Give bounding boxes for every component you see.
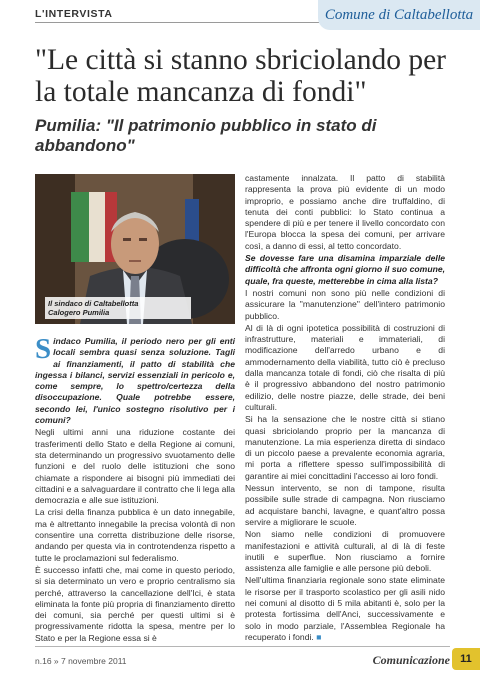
section-label: L'INTERVISTA xyxy=(35,8,113,20)
article-subheadline: Pumilia: "Il patrimonio pubblico in stato di abbandono" xyxy=(35,116,377,155)
article-column-left xyxy=(35,333,235,645)
page-number: 11 xyxy=(452,648,480,670)
caption-line-1: Il sindaco di Caltabellotta xyxy=(48,299,139,308)
body-paragraph: Si ha la sensazione che le nostre città si stiano quasi sbriciolando proprio per la mancanza di manutenzione. La mia esperienza diretta di sindaco di un piccolo paese a prevalente economia agraria, mi porta a riflettere spesso sull'impossibilità di garantire ai miei concittadini l'accesso ai loro fondi. xyxy=(245,414,445,481)
drop-cap: S xyxy=(35,333,52,365)
interview-question-2: Se dovesse fare una disamina imparziale delle difficoltà che affronta ogni giorno il suo comune, quale, fra queste, metterebbe in cima alla lista? xyxy=(245,253,445,286)
interview-question-1 xyxy=(35,333,235,426)
section-divider xyxy=(35,22,325,23)
final-paragraph-text: Nell'ultima finanziaria regionale sono state eliminate le risorse per il trasporto scolastico per gli asili nido nei comuni al disotto di 5 mila abitanti è, solo per la protesta fortissima dell'Anci, successivamente e solo in modo parziale, l'Assemblea Regionale ha recuperato i fondi. xyxy=(245,575,445,642)
body-paragraph: Negli ultimi anni una riduzione costante dei trasferimenti dello Stato e della Regione ai comuni, sta determinando un progressivo svuotamento delle funzioni e del ruolo delle istituzioni che sono chiamate a rispondere ai bisogni più immediati dei cittadini e a salvaguardare il contratto che li lega alla democrazia e alle sue istituzioni. xyxy=(35,427,235,506)
photo-caption xyxy=(45,297,191,319)
end-mark-icon: ■ xyxy=(316,631,322,642)
body-paragraph: La crisi della finanza pubblica è un dato innegabile, ma è altrettanto innegabile la precisa volontà di non consentire una corretta distribuzione delle risorse, andando per questa via in controtendenza rispetto a tutte le proclamazioni sul federalismo. xyxy=(35,507,235,563)
body-paragraph: Non siamo nelle condizioni di promuovere manifestazioni e attività culturali, al di là di feste inutili e superflue. Non riusciamo a fornire assistenza alle famiglie e alle persone più deboli. xyxy=(245,529,445,574)
mayor-photo xyxy=(35,174,235,324)
body-paragraph: È successo infatti che, mai come in questo periodo, si sia determinato un vero e proprio centralismo sia perché, attraverso la cancellazione dell'Ici, è stata eliminata la fonte più propria di finanziamento diretto dei comuni, sia perché per questi ultimi si è progressivamente ridotta la spesa, mentre per lo Stato e per la Regione essa si è xyxy=(35,564,235,643)
publication-name: Comunicazione xyxy=(372,653,450,667)
footer-divider xyxy=(35,646,450,647)
question-1-text: indaco Pumilia, il periodo nero per gli enti locali sembra quasi senza soluzione. Tagli ai finanziamenti, il patto di stabilità che ingessa i bilanci, servizi essenziali in pericolo e, come sempre, lo spettro/certezza della disoccupazione. Quale potrebbe essere, secondo lei, l'unico sostegno risolutivo per i comuni? xyxy=(35,336,235,426)
issue-info: n.16 » 7 novembre 2011 xyxy=(35,656,127,666)
body-paragraph: Nessun intervento, se non di tampone, risulta possibile sulle strade di campagna. Non riusciamo ad acquistare banchi, lavagne, e quant'altro possa servire a migliorare le scuole. xyxy=(245,483,445,527)
article-headline: "Le città si stanno sbriciolando per la totale mancanza di fondi" xyxy=(35,44,446,108)
body-paragraph: castamente innalzata. Il patto di stabilità rappresenta la prova più evidente di un modo improprio, e possiamo anche dire truffaldino, di tenuta dei conti pubblici: lo Stato continua a spendere di più e per tenere il livello concordato con l'Europa blocca la spesa dei comuni, per arrivare così, a danno di essi, al tetto concordato. xyxy=(245,173,445,251)
body-paragraph: I nostri comuni non sono più nelle condizioni di assicurare la "manutenzione" dell'intero patrimonio pubblico. xyxy=(245,287,445,321)
brand-tab: Comune di Caltabellotta xyxy=(318,0,480,30)
article-column-right xyxy=(245,173,445,644)
caption-line-2: Calogero Pumilia xyxy=(48,308,110,317)
body-paragraph: Al di là di ogni ipotetica possibilità di costruzioni di infrastrutture, materiali e immateriali, di modificazione dell'arredo urbano e di ammodernamento della viabilità, tutto ciò è precluso dalla mancanza totale di fondi, ciò che risalta di più è il progressivo abbandono del nostro patrimonio edilizio, delle nostre piazze, delle strade, dei beni culturali. xyxy=(245,322,445,412)
final-paragraph xyxy=(245,575,445,643)
